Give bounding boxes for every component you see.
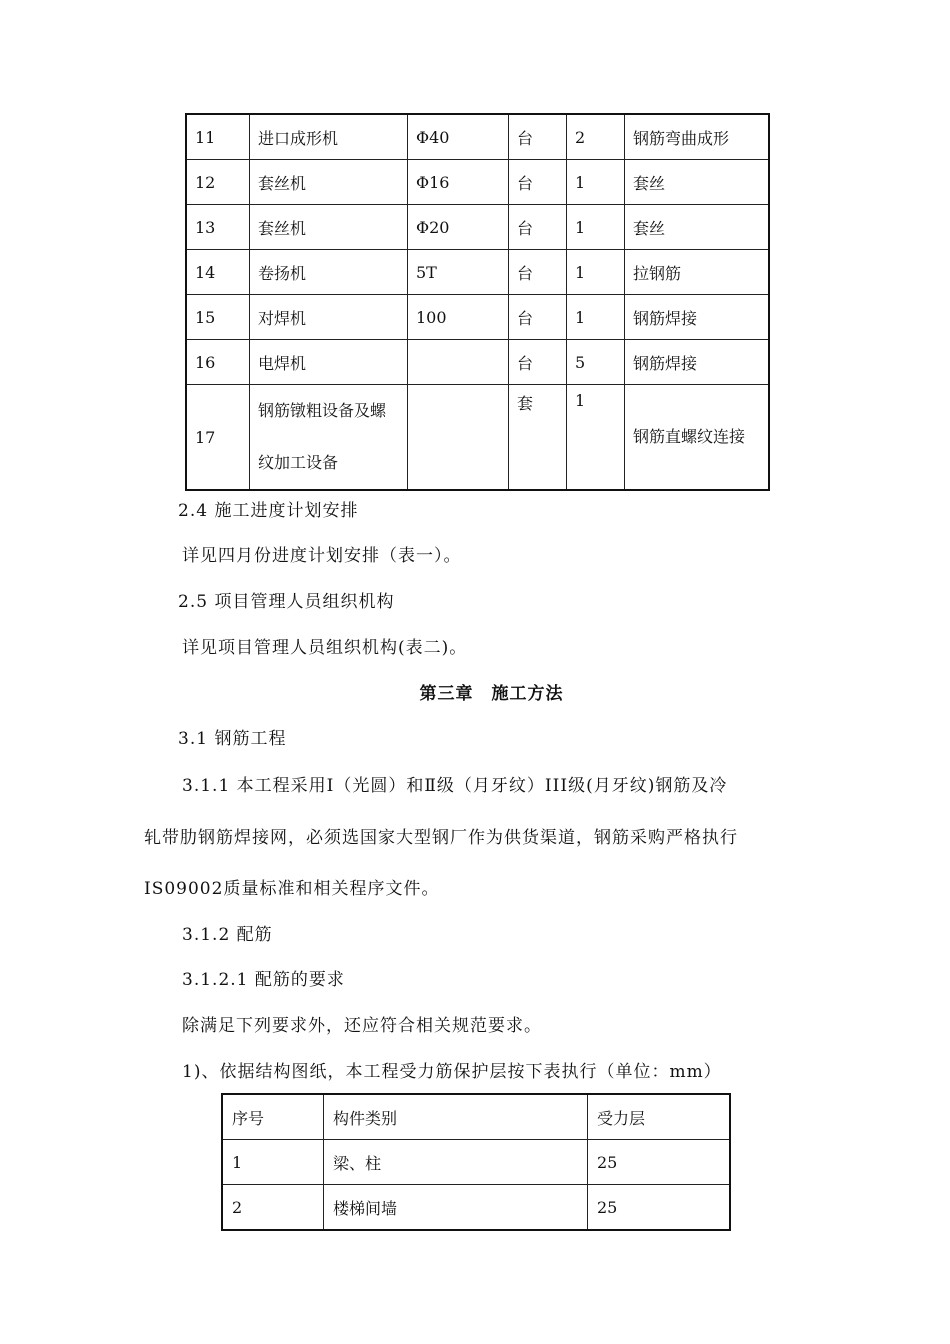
section-2-4-body: 详见四月份进度计划安排（表一）。 [182,546,462,566]
table-row [186,114,769,160]
equipment-table [185,113,770,491]
equipment-name: 卷扬机 [250,250,408,295]
row-no: 13 [186,205,250,250]
table-row [186,205,769,250]
section-3-1-2-title: 3.1.2 配筋 [182,925,273,945]
row-no: 16 [186,340,250,385]
equipment-qty: 1 [567,250,625,295]
table-cell: 25 [588,1140,731,1185]
equipment-qty: 1 [567,295,625,340]
equipment-spec: Φ40 [408,114,509,160]
equipment-spec [408,340,509,385]
equipment-use: 钢筋弯曲成形 [625,114,770,160]
table-row [186,250,769,295]
list-item: 1)、依据结构图纸，本工程受力筋保护层按下表执行（单位：mm） [182,1062,722,1082]
equipment-name: 套丝机 [250,160,408,205]
equipment-spec: 5T [408,250,509,295]
column-header: 受力层 [588,1094,731,1140]
row-no: 11 [186,114,250,160]
table-cell: 25 [588,1185,731,1231]
equipment-spec: 100 [408,295,509,340]
paragraph-3-1-1-line: 轧带肋钢筋焊接网，必须选国家大型钢厂作为供货渠道，钢筋采购严格执行 [144,828,738,848]
table-row [186,340,769,385]
section-2-5-title: 2.5 项目管理人员组织机构 [178,592,395,612]
equipment-use: 拉钢筋 [625,250,770,295]
equipment-name: 套丝机 [250,205,408,250]
equipment-unit: 台 [509,340,567,385]
equipment-unit: 套 [509,385,567,491]
equipment-use: 钢筋直螺纹连接 [625,385,770,491]
equipment-name: 进口成形机 [250,114,408,160]
table-cell: 梁、柱 [324,1140,588,1185]
equipment-qty: 2 [567,114,625,160]
equipment-qty: 1 [567,160,625,205]
column-header: 序号 [222,1094,324,1140]
equipment-unit: 台 [509,250,567,295]
row-no: 15 [186,295,250,340]
equipment-name: 钢筋镦粗设备及螺纹加工设备 [250,385,408,491]
chapter-heading: 第三章 施工方法 [419,684,564,704]
table-cell: 1 [222,1140,324,1185]
section-2-4-title: 2.4 施工进度计划安排 [178,501,359,521]
row-no: 12 [186,160,250,205]
table-cell: 2 [222,1185,324,1231]
column-header: 构件类别 [324,1094,588,1140]
equipment-unit: 台 [509,160,567,205]
table-row [222,1185,730,1231]
table-row [186,295,769,340]
paragraph-3-1-1-line: 3.1.1 本工程采用Ⅰ（光圆）和Ⅱ级（月牙纹）III级(月牙纹)钢筋及冷 [182,776,728,796]
paragraph-3-1-1-line: IS09002质量标准和相关程序文件。 [144,879,440,899]
equipment-spec [408,385,509,491]
table-cell: 楼梯间墙 [324,1185,588,1231]
section-2-5-body: 详见项目管理人员组织机构(表二)。 [182,638,468,658]
cover-thickness-table [221,1093,731,1231]
table-header-row [222,1094,730,1140]
equipment-unit: 台 [509,114,567,160]
equipment-name: 电焊机 [250,340,408,385]
row-no: 17 [186,385,250,491]
equipment-unit: 台 [509,295,567,340]
section-3-1-title: 3.1 钢筋工程 [178,729,287,749]
equipment-use: 钢筋焊接 [625,295,770,340]
section-3-1-2-1-title: 3.1.2.1 配筋的要求 [182,970,345,990]
equipment-spec: Φ20 [408,205,509,250]
equipment-qty: 1 [567,385,625,491]
table-row [186,385,769,491]
equipment-use: 钢筋焊接 [625,340,770,385]
row-no: 14 [186,250,250,295]
equipment-qty: 5 [567,340,625,385]
table-row [186,160,769,205]
equipment-use: 套丝 [625,205,770,250]
equipment-name: 对焊机 [250,295,408,340]
table-row [222,1140,730,1185]
equipment-unit: 台 [509,205,567,250]
equipment-spec: Φ16 [408,160,509,205]
equipment-use: 套丝 [625,160,770,205]
equipment-qty: 1 [567,205,625,250]
requirement-text: 除满足下列要求外，还应符合相关规范要求。 [182,1016,542,1036]
